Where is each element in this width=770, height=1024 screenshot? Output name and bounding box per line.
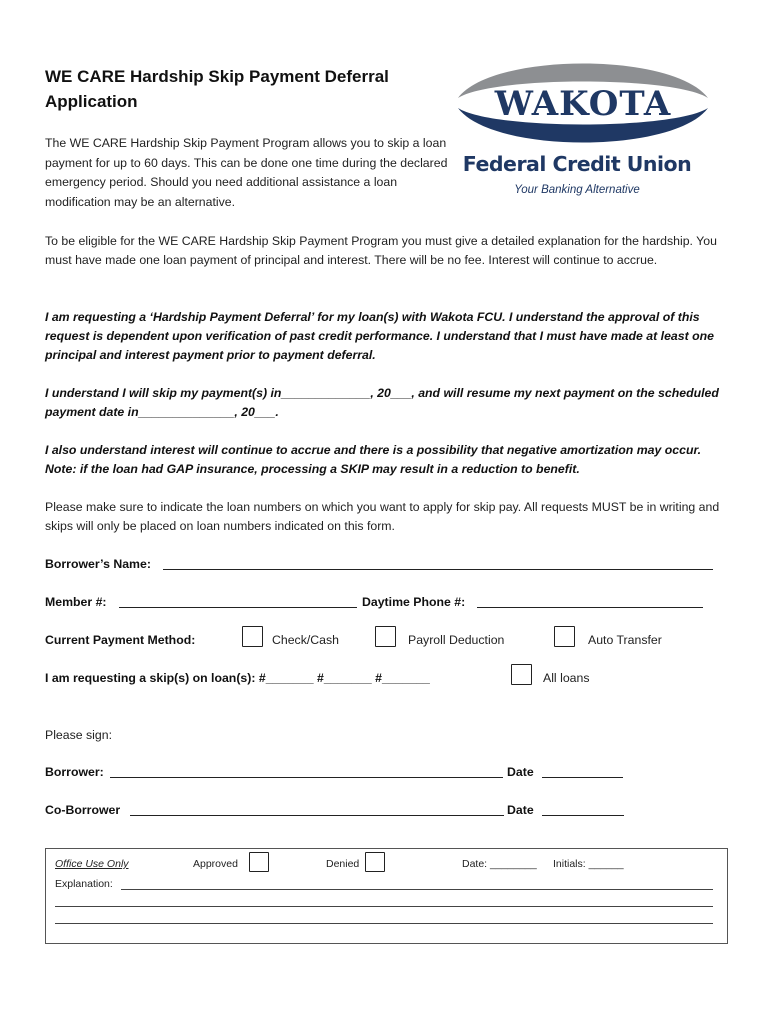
svg-text:WAKOTA: WAKOTA [494,84,672,124]
explanation-line-2[interactable] [55,906,713,907]
coborrower-date-line[interactable] [542,815,624,816]
payroll-deduction-label: Payroll Deduction [408,633,505,647]
all-loans-checkbox[interactable] [511,664,532,685]
borrower-date-label: Date [507,765,534,779]
request-statement: I am requesting a ‘Hardship Payment Deferral’ for my loan(s) with Wakota FCU. I understand the approval of this request is dependent upon verification of past credit performance. I understand that I must have made at least one principal and interest payment prior to payment deferral. [45,310,714,362]
explanation-label: Explanation: [55,878,113,890]
office-date-field[interactable]: Date: ________ [462,858,537,870]
borrower-name-line[interactable] [163,569,713,570]
intro-text: The WE CARE Hardship Skip Payment Program allows you to skip a loan payment for up to 60 days. This can be done one time during the declared emergency period. Should you need additional assistance a loan modification may be an alternative. [45,136,448,209]
loans-label[interactable]: I am requesting a skip(s) on loan(s): #_______ #_______ #_______ [45,671,430,685]
check-cash-label: Check/Cash [272,633,339,647]
member-phone-row [45,593,725,613]
borrower-signature-line[interactable] [110,777,503,778]
logo-tagline: Your Banking Alternative [514,184,640,196]
coborrower-sign-row [45,801,725,821]
approved-checkbox[interactable] [249,852,269,872]
approved-label: Approved [193,858,238,870]
member-label: Member #: [45,595,107,609]
member-line[interactable] [119,607,357,608]
coborrower-date-label: Date [507,803,534,817]
borrower-date-line[interactable] [542,777,623,778]
auto-transfer-label: Auto Transfer [588,633,662,647]
page-title: WE CARE Hardship Skip Payment Deferral Application [45,67,389,111]
payroll-deduction-checkbox[interactable] [375,626,396,647]
instructions-text: Please make sure to indicate the loan numbers on which you want to apply for skip pay. All requests MUST be in writing and skips will only be placed on loan numbers indicated on this form. [45,500,720,533]
coborrower-signature-line[interactable] [130,815,504,816]
office-use-box [45,848,728,944]
borrower-sign-row [45,763,725,783]
office-use-heading: Office Use Only [55,858,129,870]
auto-transfer-checkbox[interactable] [554,626,575,647]
phone-line[interactable] [477,607,703,608]
denied-label: Denied [326,858,360,870]
loans-row [45,669,725,689]
skip-statement: I understand I will skip my payment(s) in_____________, 20___, and will resume my next payment on the scheduled payment date in______________, 20___. [45,386,719,419]
wakota-logo [452,58,714,208]
please-sign-row [45,726,725,746]
logo-subtitle: Federal Credit Union [462,152,692,176]
explanation-line-3[interactable] [55,923,713,924]
denied-checkbox[interactable] [365,852,385,872]
payment-method-label: Current Payment Method: [45,633,196,647]
please-sign-text: Please sign: [45,728,112,742]
interest-statement: I also understand interest will continue to accrue and there is a possibility that negative amortization may occur. Note: if the loan had GAP insurance, processing a SKIP may result in a reduction to benefit. [45,443,701,476]
borrower-label: Borrower: [45,765,104,779]
all-loans-label: All loans [543,671,590,685]
eligibility-text: To be eligible for the WE CARE Hardship Skip Payment Program you must give a detailed explanation for the hardship. You must have made one loan payment of principal and interest. There will be no fee. Interest will continue to accrue. [45,234,717,267]
explanation-line-1[interactable] [121,889,713,890]
borrower-name-row [45,555,725,575]
office-initials-field[interactable]: Initials: ______ [553,858,624,870]
wakota-logo-mark [452,58,714,150]
coborrower-label: Co-Borrower [45,803,121,817]
payment-method-row [45,631,725,651]
phone-label: Daytime Phone #: [362,595,466,609]
check-cash-checkbox[interactable] [242,626,263,647]
borrower-name-label: Borrower’s Name: [45,557,151,571]
